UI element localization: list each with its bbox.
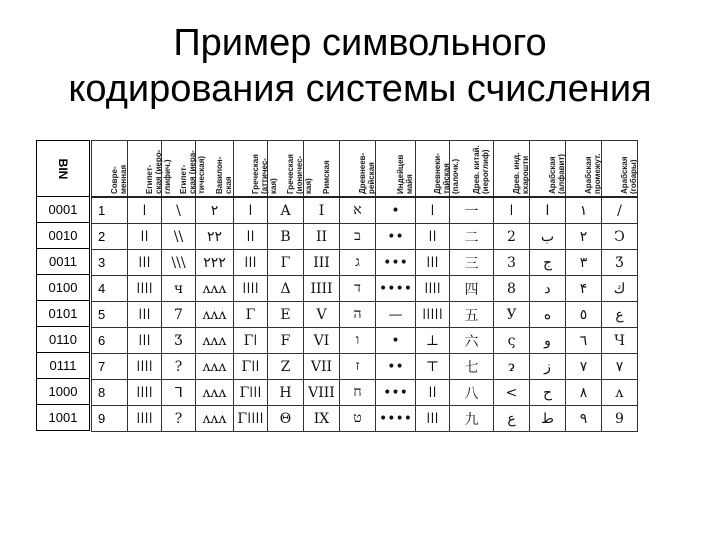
bin-code-cell: 0110 bbox=[37, 327, 90, 353]
glyph-cell: ز bbox=[530, 354, 566, 380]
glyph-cell: د bbox=[530, 276, 566, 302]
table-row bbox=[92, 380, 638, 406]
glyph-cell: ٩ bbox=[566, 406, 602, 432]
column-header-label: Греческая (ионичес- кая) bbox=[285, 154, 313, 194]
glyph-cell: ǀǀǀǀ bbox=[128, 380, 162, 406]
column-header-label: Арабская промежут. bbox=[583, 153, 602, 194]
glyph-cell: ǀǀǀǀ bbox=[128, 406, 162, 432]
table-row bbox=[92, 406, 638, 432]
modern-digit-cell: 7 bbox=[92, 354, 128, 380]
bin-row bbox=[37, 223, 90, 249]
glyph-cell: Ζ bbox=[268, 354, 304, 380]
glyph-cell: ς bbox=[494, 328, 530, 354]
glyph-cell: ۲ bbox=[566, 224, 602, 250]
column-header bbox=[92, 141, 128, 198]
glyph-cell: ǀǀ bbox=[416, 224, 450, 250]
glyph-cell: ǀǀǀǀǀ bbox=[416, 302, 450, 328]
glyph-cell: 五 bbox=[450, 302, 494, 328]
glyph-cell: ח bbox=[340, 380, 376, 406]
glyph-cell: •• bbox=[376, 354, 416, 380]
bin-header-label: BIN bbox=[56, 158, 70, 179]
column-header-label: Древ. инд. кхарошти bbox=[511, 152, 530, 194]
glyph-cell: F bbox=[268, 328, 304, 354]
glyph-cell: ᴧᴧᴧ bbox=[196, 380, 234, 406]
glyph-cell: V bbox=[304, 302, 340, 328]
glyph-cell: II bbox=[304, 224, 340, 250]
glyph-cell: ǀǀǀ bbox=[416, 406, 450, 432]
glyph-cell: 六 bbox=[450, 328, 494, 354]
glyph-cell: ٧ bbox=[566, 354, 602, 380]
column-header-label: Арабская (алфавит) bbox=[547, 153, 566, 194]
table-row bbox=[92, 354, 638, 380]
column-header bbox=[268, 141, 313, 198]
column-header-label: Римская bbox=[321, 160, 331, 194]
glyph-cell: ɂ bbox=[494, 354, 530, 380]
bin-code-cell: 1001 bbox=[37, 405, 90, 431]
glyph-cell: ǀ bbox=[494, 197, 530, 224]
glyph-cell: ט bbox=[340, 406, 376, 432]
column-header bbox=[376, 141, 416, 198]
glyph-cell: ǀ bbox=[128, 197, 162, 224]
glyph-cell: ۳ bbox=[566, 250, 602, 276]
column-header bbox=[128, 141, 172, 198]
glyph-cell: IIII bbox=[304, 276, 340, 302]
glyph-cell: 七 bbox=[450, 354, 494, 380]
bin-row bbox=[37, 405, 90, 431]
column-header bbox=[196, 141, 234, 198]
glyph-cell: ك bbox=[602, 276, 638, 302]
column-header-label: Вавилон- ская bbox=[214, 156, 233, 194]
column-header bbox=[162, 141, 206, 198]
glyph-cell: • bbox=[376, 328, 416, 354]
glyph-cell: ? bbox=[162, 354, 196, 380]
glyph-cell: ה bbox=[340, 302, 376, 328]
glyph-cell: ب bbox=[530, 224, 566, 250]
glyph-cell: 九 bbox=[450, 406, 494, 432]
bin-row bbox=[37, 275, 90, 301]
glyph-cell: ǀǀǀ bbox=[128, 302, 162, 328]
glyph-cell: و bbox=[530, 328, 566, 354]
glyph-cell: VI bbox=[304, 328, 340, 354]
slide-title bbox=[0, 20, 720, 112]
glyph-cell: •••• bbox=[376, 406, 416, 432]
numeral-systems-table bbox=[91, 140, 638, 432]
modern-digit-cell: 2 bbox=[92, 224, 128, 250]
glyph-cell: ǀǀǀǀ bbox=[234, 276, 268, 302]
glyph-cell: ǀǀǀǀ bbox=[128, 276, 162, 302]
title-line-1: Пример символьного bbox=[173, 22, 547, 64]
column-header bbox=[494, 141, 530, 198]
glyph-cell: ٨ bbox=[566, 380, 602, 406]
bin-row bbox=[37, 197, 90, 223]
glyph-cell: ǀǀǀ bbox=[128, 328, 162, 354]
glyph-cell: ǀ bbox=[416, 197, 450, 224]
table-row bbox=[92, 276, 638, 302]
glyph-cell: ••• bbox=[376, 380, 416, 406]
glyph-cell: Β bbox=[268, 224, 304, 250]
column-header-label: Древнеев- рейская bbox=[357, 152, 376, 194]
bin-code-cell: 1000 bbox=[37, 379, 90, 405]
bin-header-cell bbox=[37, 141, 90, 197]
glyph-cell: ᴧᴧᴧ bbox=[196, 328, 234, 354]
glyph-cell: ч bbox=[162, 276, 196, 302]
glyph-cell: < bbox=[494, 380, 530, 406]
glyph-cell: III bbox=[304, 250, 340, 276]
glyph-cell: •• bbox=[376, 224, 416, 250]
glyph-cell: Γǀǀǀǀ bbox=[234, 406, 268, 432]
glyph-cell: ٥ bbox=[566, 302, 602, 328]
glyph-cell: •••• bbox=[376, 276, 416, 302]
glyph-cell: 八 bbox=[450, 380, 494, 406]
glyph-cell: 二 bbox=[450, 224, 494, 250]
glyph-cell: ۲ bbox=[196, 197, 234, 224]
glyph-cell: \\ bbox=[162, 224, 196, 250]
glyph-cell: ǀǀ bbox=[416, 380, 450, 406]
glyph-cell: Ε bbox=[268, 302, 304, 328]
glyph-cell: 8 bbox=[494, 276, 530, 302]
glyph-cell: Γǀǀǀ bbox=[234, 380, 268, 406]
glyph-cell: ǀǀǀ bbox=[234, 250, 268, 276]
modern-digit-cell: 4 bbox=[92, 276, 128, 302]
column-header-label: Древнеки- тайская (палочк.) bbox=[432, 153, 460, 194]
glyph-cell: IX bbox=[304, 406, 340, 432]
modern-digit-cell: 1 bbox=[92, 197, 128, 224]
glyph-cell: \\\ bbox=[162, 250, 196, 276]
modern-digit-cell: 9 bbox=[92, 406, 128, 432]
table-row bbox=[92, 250, 638, 276]
glyph-cell: VII bbox=[304, 354, 340, 380]
column-header bbox=[530, 141, 566, 198]
glyph-cell: ط bbox=[530, 406, 566, 432]
bin-row bbox=[37, 249, 90, 275]
column-header bbox=[416, 141, 460, 198]
glyph-cell: Γ bbox=[234, 302, 268, 328]
glyph-cell: Γǀǀ bbox=[234, 354, 268, 380]
glyph-cell: • bbox=[376, 197, 416, 224]
bin-row bbox=[37, 379, 90, 405]
glyph-cell: ع bbox=[602, 302, 638, 328]
bin-code-cell: 0111 bbox=[37, 353, 90, 379]
glyph-cell: 2 bbox=[494, 224, 530, 250]
bin-row bbox=[37, 301, 90, 327]
glyph-cell: ۴ bbox=[566, 276, 602, 302]
glyph-cell: Η bbox=[268, 380, 304, 406]
glyph-cell: ••• bbox=[376, 250, 416, 276]
bin-row bbox=[37, 353, 90, 379]
column-header-label: Древ. китай. (иероглиф) bbox=[471, 145, 490, 194]
table-row bbox=[92, 224, 638, 250]
bin-code-cell: 0101 bbox=[37, 301, 90, 327]
column-header bbox=[304, 141, 340, 198]
glyph-cell: 3 bbox=[494, 250, 530, 276]
glyph-cell: У bbox=[494, 302, 530, 328]
glyph-cell: ǀǀǀǀ bbox=[416, 276, 450, 302]
glyph-cell: Γ bbox=[268, 250, 304, 276]
glyph-cell: ז bbox=[340, 354, 376, 380]
table-row bbox=[92, 302, 638, 328]
glyph-cell: / bbox=[602, 197, 638, 224]
modern-digit-cell: 3 bbox=[92, 250, 128, 276]
column-header bbox=[340, 141, 376, 198]
glyph-cell: ב bbox=[340, 224, 376, 250]
glyph-cell: ו bbox=[340, 328, 376, 354]
modern-digit-cell: 8 bbox=[92, 380, 128, 406]
glyph-cell: Γǀ bbox=[234, 328, 268, 354]
glyph-cell: 9 bbox=[602, 406, 638, 432]
glyph-cell: 7 bbox=[162, 302, 196, 328]
bin-code-cell: 0010 bbox=[37, 223, 90, 249]
glyph-cell: ه bbox=[530, 302, 566, 328]
glyph-cell: ᒣ bbox=[162, 380, 196, 406]
bin-code-cell: 0001 bbox=[37, 197, 90, 223]
glyph-cell: ج bbox=[530, 250, 566, 276]
glyph-cell: ג bbox=[340, 250, 376, 276]
glyph-cell: I bbox=[304, 197, 340, 224]
glyph-cell: \ bbox=[162, 197, 196, 224]
title-line-2: кодирования системы счисления bbox=[68, 68, 652, 110]
glyph-cell: ᴧᴧᴧ bbox=[196, 302, 234, 328]
glyph-cell: Δ bbox=[268, 276, 304, 302]
glyph-cell: ǀǀ bbox=[128, 224, 162, 250]
table-row bbox=[92, 197, 638, 224]
glyph-cell: ᴧᴧᴧ bbox=[196, 276, 234, 302]
glyph-cell: Ʒ bbox=[602, 250, 638, 276]
glyph-cell: 四 bbox=[450, 276, 494, 302]
column-header bbox=[602, 141, 638, 198]
column-header-label: Арабская (гобары) bbox=[619, 156, 638, 194]
glyph-cell: ا bbox=[530, 197, 566, 224]
column-header bbox=[566, 141, 602, 198]
bin-code-cell: 0100 bbox=[37, 275, 90, 301]
glyph-cell: ǀ bbox=[234, 197, 268, 224]
modern-digit-cell: 6 bbox=[92, 328, 128, 354]
glyph-cell: Ӡ bbox=[162, 328, 196, 354]
glyph-cell: Α bbox=[268, 197, 304, 224]
glyph-cell: ⊥ bbox=[416, 328, 450, 354]
glyph-cell: VIII bbox=[304, 380, 340, 406]
column-header-label: Греческая (аттичес- кая) bbox=[250, 154, 278, 194]
glyph-cell: ǀǀǀ bbox=[416, 250, 450, 276]
binary-code-column bbox=[36, 140, 90, 431]
glyph-cell: ǀǀ bbox=[234, 224, 268, 250]
glyph-cell: 三 bbox=[450, 250, 494, 276]
bin-row bbox=[37, 327, 90, 353]
glyph-cell: א bbox=[340, 197, 376, 224]
column-header bbox=[234, 141, 278, 198]
glyph-cell: ع bbox=[494, 406, 530, 432]
column-header-label: Египет- ская (иера- тическая) bbox=[178, 150, 206, 194]
glyph-cell: ۲۲۲ bbox=[196, 250, 234, 276]
glyph-cell: ʌ bbox=[602, 380, 638, 406]
column-header-label: Совре- менная bbox=[109, 164, 128, 194]
glyph-cell: ᴧᴧᴧ bbox=[196, 354, 234, 380]
glyph-cell: ד bbox=[340, 276, 376, 302]
table-row bbox=[92, 328, 638, 354]
glyph-cell: Ч bbox=[602, 328, 638, 354]
glyph-cell: ۱ bbox=[566, 197, 602, 224]
bin-code-cell: 0011 bbox=[37, 249, 90, 275]
glyph-cell: ǀǀǀǀ bbox=[128, 354, 162, 380]
column-header-label: Египет- ская (иеро- глифич.) bbox=[144, 149, 172, 194]
glyph-cell: — bbox=[376, 302, 416, 328]
glyph-cell: 一 bbox=[450, 197, 494, 224]
glyph-cell: ǀǀǀ bbox=[128, 250, 162, 276]
glyph-cell: ٦ bbox=[566, 328, 602, 354]
column-header bbox=[450, 141, 494, 198]
glyph-cell: Θ bbox=[268, 406, 304, 432]
column-header-label: Индейцев майя bbox=[395, 154, 414, 194]
glyph-cell: ᴧᴧᴧ bbox=[196, 406, 234, 432]
glyph-cell: ⊤ bbox=[416, 354, 450, 380]
glyph-cell: Ͻ bbox=[602, 224, 638, 250]
modern-digit-cell: 5 bbox=[92, 302, 128, 328]
glyph-cell: ۲۲ bbox=[196, 224, 234, 250]
glyph-cell: ? bbox=[162, 406, 196, 432]
glyph-cell: ٧ bbox=[602, 354, 638, 380]
glyph-cell: ح bbox=[530, 380, 566, 406]
